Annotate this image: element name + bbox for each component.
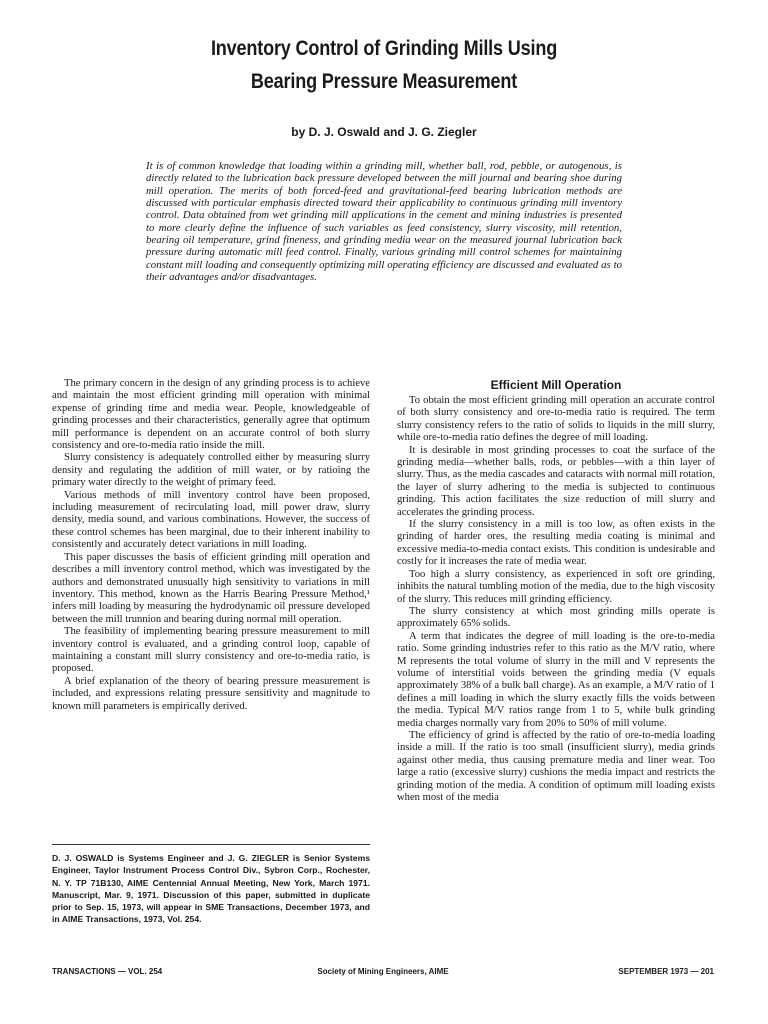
- body-paragraph: If the slurry consistency in a mill is too low, as often exists in the grinding of harder ores, the resulting media coating is minimal and excessive media-to-media contact exists. This condition is undesirable and costly for it increases the rate of media wear.: [397, 519, 715, 568]
- author-footnote: D. J. OSWALD is Systems Engineer and J. G. ZIEGLER is Senior Systems Engineer, Taylor Instrument Process Control Div., Sybron Corp., Rochester, N. Y. TP 71B130, AIME Centennial Annual Meeting, New York, March 1971. Manuscript, Mar. 9, 1971. Discussion of this paper, submitted in duplicate prior to Sep. 15, 1973, will appear in SME Transactions, December 1973, and in AIME Transactions, 1973, Vol. 254.: [52, 853, 370, 925]
- title-line-1: Inventory Control of Grinding Mills Using: [210, 37, 558, 60]
- body-paragraph: It is desirable in most grinding processes to coat the surface of the grinding media—whether balls, rods, or pebbles—with a thin layer of slurry. Thus, as the media cascades and cataracts with normal mill rotation, the layer of slurry adhering to the media is subjected to continuous grinding. This action facilitates the size reduction of mill slurry and accelerates the grinding process.: [397, 444, 716, 518]
- footer-journal-volume: TRANSACTIONS — VOL. 254: [52, 967, 163, 976]
- body-paragraph: Various methods of mill inventory control have been proposed, including measurement of recirculating load, mill power draw, slurry density, media sound, and various combinations. However, the success of these control schemes has been marginal, due to their inherent inability to consistently and accurately detect variations in mill loading.: [52, 489, 370, 551]
- body-paragraph: The feasibility of implementing bearing pressure measurement to mill inventory control is evaluated, and a grinding control loop, capable of maintaining a constant mill slurry consistency and ore-to-media ratio, is proposed.: [52, 626, 370, 675]
- body-paragraph: To obtain the most efficient grinding mill operation an accurate control of both slurry consistency and ore-to-media ratio is required. The term slurry consistency refers to the ratio of solids to liquids in the mill slurry, while ore-to-media ratio defines the degree of mill loading.: [397, 395, 715, 444]
- section-heading: Efficient Mill Operation: [490, 378, 622, 392]
- body-paragraph: Slurry consistency is adequately controlled either by measuring slurry density and regulating the addition of mill water, or by ratioing the primary water directly to the weight of primary feed.: [52, 452, 370, 489]
- page-footer: [52, 966, 714, 980]
- body-paragraph: The primary concern in the design of any grinding process is to achieve and maintain the most efficient grinding mill operation with minimal expense of grinding time and media wear. People, knowledgeable of grinding processes and their characteristics, generally agree that optimum mill performance is dependent on an accurate control of both slurry consistency and ore-to-media ratio inside the mill.: [52, 378, 370, 452]
- abstract: It is of common knowledge that loading within a grinding mill, whether ball, rod, pebble, or autogenous, is directly related to the lubrication back pressure developed between the mill journal and bearing shoe during mill operation. The merits of both forced-feed and gravitational-feed bearing lubrication methods are discussed with particular emphasis directed toward their applicability to continuous grinding mill inventory control. Data obtained from wet grinding mill applications in the cement and mining industries is presented to more clearly define the influence of such variables as feed consistency, slurry viscosity, mill retention, bearing oil temperature, grind fineness, and grinding media wear on the measured journal lubrication back pressure during automatic mill feed control. Finally, various grinding mill control schemes for maintaining constant mill loading and consequently optimizing mill operating efficiency are discussed and evaluated as to their advantages and/or disadvantages.: [146, 160, 622, 284]
- body-paragraph: A brief explanation of the theory of bearing pressure measurement is included, and expressions relating pressure sensitivity and magnitude to known mill parameters is empirically derived.: [52, 675, 370, 712]
- left-column: [52, 378, 370, 713]
- body-paragraph: The efficiency of grind is affected by the ratio of ore-to-media loading inside a mill. If the ratio is too small (insufficient slurry), media grinds against other media, thus causing premature media and liner wear. Too large a ratio (excessive slurry) cushions the media impact and restricts the grinding motion of the media. A condition of optimum mill loading exists when most of the media: [397, 729, 715, 803]
- article-title: [131, 32, 637, 98]
- body-paragraph: This paper discusses the basis of efficient grinding mill operation and describes a mill inventory control method, which was investigated by the authors and demonstrated unusually high sensitivity to variations in mill inventory. This method, known as the Harris Bearing Pressure Method,¹ infers mill loading by measuring the hydrodynamic oil pressure developed between the mill trunnion and bearing during normal mill operation.: [52, 551, 370, 625]
- author-byline: by D. J. Oswald and J. G. Ziegler: [291, 125, 477, 139]
- footer-date-page: SEPTEMBER 1973 — 201: [618, 967, 714, 976]
- title-line-2: Bearing Pressure Measurement: [250, 70, 518, 93]
- body-paragraph: The slurry consistency at which most grinding mills operate is approximately 65% solids.: [397, 605, 715, 630]
- right-column: [397, 378, 715, 804]
- footnote-divider: [52, 844, 370, 845]
- body-paragraph: A term that indicates the degree of mill loading is the ore-to-media ratio. Some grinding industries refer to this ratio as the M/V ratio, where M represents the total volume of slurry in the mill and V represents the volume of interstitial voids between the grinding media (V equals approximately 38% of a bulk ball charge). As an example, a M/V ratio of 1 defines a mill loading in which the slurry exactly fills the voids between the media. Typical M/V ratios range from 1 to 5, while bulk grinding media charges normally vary from 20% to 50% of mill volume.: [397, 630, 715, 729]
- footer-publisher: Society of Mining Engineers, AIME: [317, 967, 449, 976]
- body-paragraph: Too high a slurry consistency, as experienced in soft ore grinding, inhibits the natural tumbling motion of the media, due to the high viscosity of the slurry. This reduces mill grinding efficiency.: [397, 568, 715, 605]
